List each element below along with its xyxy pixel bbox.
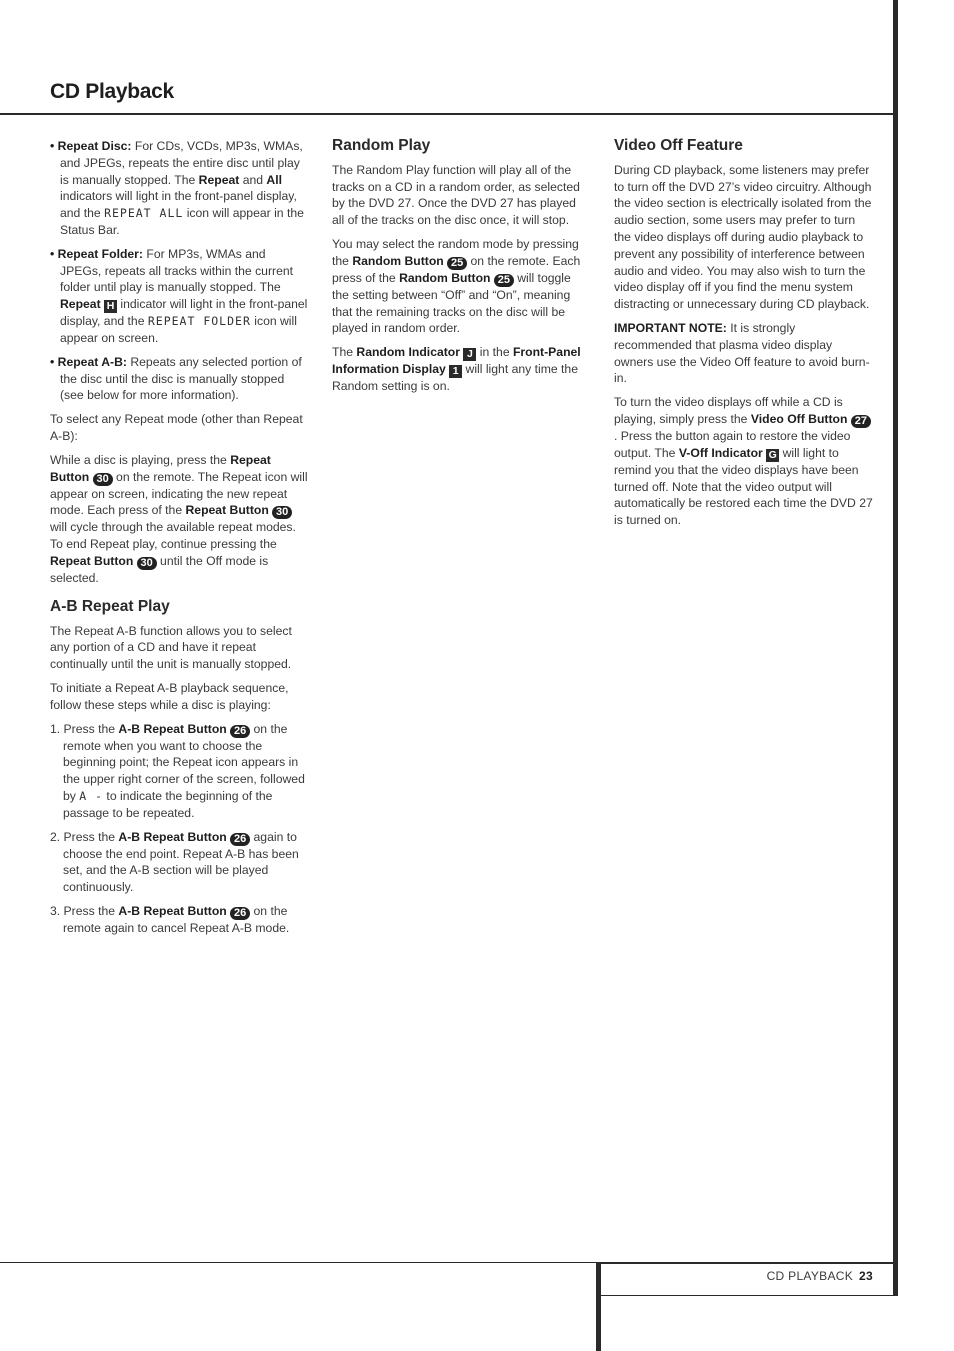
footer-left-rule <box>0 1262 596 1263</box>
button-number-badge: 27 <box>851 415 871 428</box>
repeat-folder-item: • Repeat Folder: For MP3s, WMAs and JPEGs, repeats all tracks within the current folder until play is manually stopped. The Repeat H indicator will light in the front-panel display, and the REPEAT FOLDER icon will appear on screen. <box>50 246 308 345</box>
button-number-badge: 25 <box>494 274 514 287</box>
step-3: 3. Press the A-B Repeat Button 26 on the remote again to cancel Repeat A-B mode. <box>50 903 290 935</box>
button-number-badge: 30 <box>137 557 157 570</box>
video-off-instructions-paragraph: To turn the video displays off while a CD is playing, simply press the Video Off Button 27. Press the button again to restore the video output. The V-Off Indicator G will light to remind you that the video displays have been turned off. Note that the video output will automatically be restored each time the DVD 27 is turned on. <box>614 395 873 528</box>
random-indicator-paragraph: The Random Indicator J in the Front-Panel Information Display 1 will light any time the Random setting is on. <box>332 345 581 394</box>
column-left <box>50 138 308 944</box>
repeat-disc-label: • Repeat Disc: <box>50 139 132 153</box>
random-play-heading: Random Play <box>332 137 431 154</box>
select-mode-paragraph: To select any Repeat mode (other than Repeat A-B): <box>50 412 303 443</box>
while-playing-paragraph: While a disc is playing, press the Repeat Button 30 on the remote. The Repeat icon will appear on screen, indicating the new repeat mode. Each press of the Repeat Button 30 will cycle through the available repeat modes. To end Repeat play, continue pressing the Repeat Button 30 until the Off mode is selected. <box>50 452 308 585</box>
repeat-ab-item: • Repeat A-B: Repeats any selected portion of the disc until the disc is manually stopped (see below for more information). <box>50 354 302 403</box>
a-minus-lcd-text: A - <box>79 788 104 803</box>
ab-initiate-paragraph: To initiate a Repeat A-B playback sequence, follow these steps while a disc is playing: <box>50 680 289 712</box>
indicator-j-badge: J <box>463 348 476 361</box>
repeat-disc-item: • Repeat Disc: For CDs, VCDs, MP3s, WMAs, and JPEGs, repeats the entire disc until play is manually stopped. The Repeat and All indicators will light in the front-panel display, and the REPEAT ALL icon will appear in the Status Bar. <box>50 139 304 237</box>
footer-section-label: CD PLAYBACK <box>766 1269 854 1283</box>
repeat-ab-label: • Repeat A-B: <box>50 354 127 369</box>
button-number-badge: 26 <box>230 833 250 846</box>
button-number-badge: 30 <box>272 506 292 519</box>
important-note-paragraph: IMPORTANT NOTE: It is strongly recommended that plasma video display owners use the Video Off feature to avoid burn-in. <box>614 320 870 386</box>
button-number-badge: 25 <box>447 257 467 270</box>
random-select-paragraph: You may select the random mode by pressing the Random Button 25 on the remote. Each press of the Random Button 25 will toggle the setting between “Off” and “On”, meaning that the remaining tracks on the disc will be played in random order. <box>332 236 581 336</box>
video-off-heading: Video Off Feature <box>614 137 743 154</box>
footer-box-top-rule <box>596 1262 898 1264</box>
button-number-badge: 26 <box>230 725 250 738</box>
page-number: 23 <box>859 1269 873 1283</box>
step-1: 1. Press the A-B Repeat Button 26 on the remote when you want to choose the beginning point; the Repeat icon appears in the upper right corner of the screen, followed by A - to indicate the beginning of the passage to be repeated. <box>50 721 305 820</box>
column-middle <box>332 138 591 402</box>
column-right <box>614 138 873 536</box>
indicator-g-badge: G <box>766 449 779 462</box>
page-footer <box>600 1269 873 1283</box>
step-2: 2. Press the A-B Repeat Button 26 again to choose the end point. Repeat A-B has been set, and the A-B section will be played continuously. <box>50 829 299 895</box>
page-title: CD Playback <box>50 80 174 103</box>
ab-intro-paragraph: The Repeat A-B function allows you to select any portion of a CD and have it repeat continually until the unit is manually stopped. <box>50 623 292 672</box>
indicator-h-badge: H <box>104 300 117 313</box>
repeat-all-lcd-text: REPEAT ALL <box>104 206 184 221</box>
repeat-folder-lcd-text: REPEAT FOLDER <box>147 314 251 329</box>
ab-repeat-heading: A-B Repeat Play <box>50 597 170 615</box>
header-rule <box>0 113 896 115</box>
button-number-badge: 30 <box>93 473 113 486</box>
video-off-intro-paragraph: During CD playback, some listeners may prefer to turn off the DVD 27’s video circuitry. Although the video section is electrically isolated from the audio section, some users may prefer to turn the video displays off during audio playback to prevent any possibility of interference between audio and video. You may also wish to turn the video display off if you find the menu system distracting or unnecessary during CD playback. <box>614 162 872 312</box>
repeat-folder-label: • Repeat Folder: <box>50 246 143 261</box>
random-intro-paragraph: The Random Play function will play all of the tracks on a CD in a random order, as selected by the DVD 27. Once the DVD 27 has played all of the tracks on the disc once, it will stop. <box>332 162 580 228</box>
footer-box-bottom-rule <box>600 1295 898 1296</box>
indicator-1-badge: 1 <box>449 365 462 378</box>
button-number-badge: 26 <box>230 907 250 920</box>
right-edge-bar <box>893 0 898 1296</box>
